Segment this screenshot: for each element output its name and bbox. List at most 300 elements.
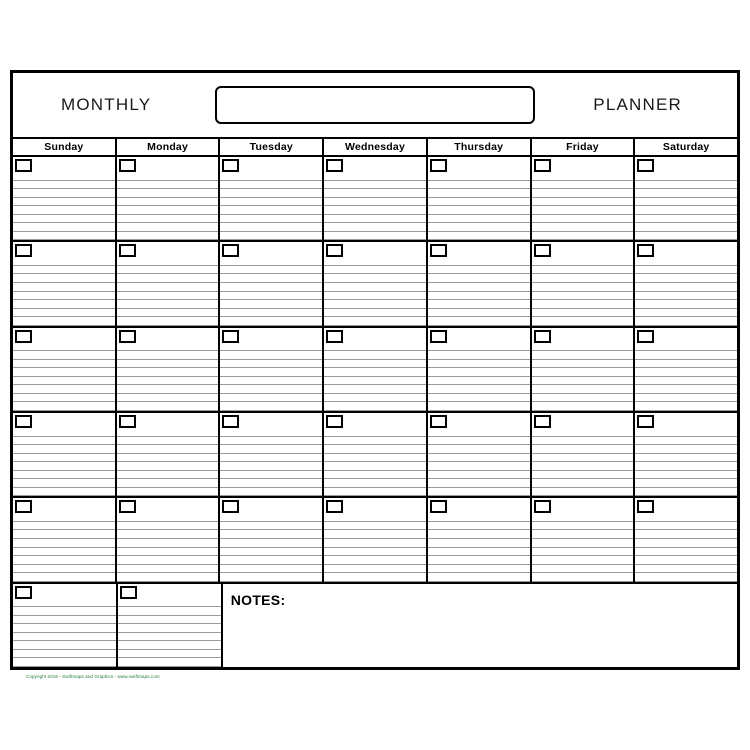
writing-line[interactable] [13, 522, 115, 531]
day-cell-saturday[interactable] [635, 328, 737, 411]
writing-line[interactable] [324, 513, 426, 522]
date-number-box[interactable] [534, 415, 551, 428]
writing-line[interactable] [428, 257, 530, 266]
writing-line[interactable] [117, 437, 219, 446]
writing-line[interactable] [324, 488, 426, 497]
writing-line[interactable] [635, 257, 737, 266]
day-cell-monday[interactable] [117, 413, 221, 496]
writing-line[interactable] [428, 539, 530, 548]
writing-line[interactable] [324, 428, 426, 437]
day-cell-thursday[interactable] [428, 413, 532, 496]
date-number-box[interactable] [119, 330, 136, 343]
day-cell-wednesday[interactable] [324, 157, 428, 240]
writing-line[interactable] [635, 283, 737, 292]
writing-line[interactable] [220, 428, 322, 437]
writing-line[interactable] [428, 300, 530, 309]
writing-line[interactable] [13, 565, 115, 574]
day-cell-saturday[interactable] [635, 498, 737, 581]
writing-line[interactable] [428, 488, 530, 497]
date-number-box[interactable] [15, 500, 32, 513]
writing-line[interactable] [324, 223, 426, 232]
writing-line[interactable] [324, 215, 426, 224]
writing-line[interactable] [13, 437, 115, 446]
writing-line[interactable] [13, 189, 115, 198]
writing-line[interactable] [635, 565, 737, 574]
writing-line[interactable] [428, 385, 530, 394]
writing-line[interactable] [532, 189, 634, 198]
writing-line[interactable] [118, 624, 221, 633]
date-number-box[interactable] [119, 415, 136, 428]
day-cell-friday[interactable] [532, 328, 636, 411]
writing-line[interactable] [532, 351, 634, 360]
writing-line[interactable] [428, 198, 530, 207]
writing-line[interactable] [428, 377, 530, 386]
writing-line[interactable] [117, 360, 219, 369]
writing-line[interactable] [635, 189, 737, 198]
day-cell-sunday[interactable] [13, 328, 117, 411]
writing-line[interactable] [220, 189, 322, 198]
day-cell-friday[interactable] [532, 498, 636, 581]
writing-line[interactable] [324, 522, 426, 531]
writing-line[interactable] [13, 607, 116, 616]
day-cell-tuesday[interactable] [220, 157, 324, 240]
writing-line[interactable] [428, 462, 530, 471]
writing-line[interactable] [324, 377, 426, 386]
writing-line[interactable] [117, 232, 219, 241]
writing-line[interactable] [635, 232, 737, 241]
writing-line[interactable] [220, 479, 322, 488]
writing-line[interactable] [220, 522, 322, 531]
writing-line[interactable] [532, 445, 634, 454]
writing-line[interactable] [532, 488, 634, 497]
writing-line[interactable] [13, 599, 116, 608]
writing-line[interactable] [532, 257, 634, 266]
writing-line[interactable] [324, 565, 426, 574]
writing-line[interactable] [532, 360, 634, 369]
writing-line[interactable] [635, 548, 737, 557]
writing-line[interactable] [13, 377, 115, 386]
writing-line[interactable] [220, 351, 322, 360]
date-number-box[interactable] [326, 244, 343, 257]
writing-line[interactable] [532, 548, 634, 557]
writing-line[interactable] [13, 274, 115, 283]
writing-line[interactable] [635, 556, 737, 565]
day-cell-friday[interactable] [532, 242, 636, 325]
date-number-box[interactable] [15, 330, 32, 343]
writing-line[interactable] [13, 292, 115, 301]
day-cell-sunday[interactable] [13, 242, 117, 325]
writing-line[interactable] [117, 471, 219, 480]
writing-line[interactable] [13, 351, 115, 360]
writing-line[interactable] [532, 462, 634, 471]
day-cell-thursday[interactable] [428, 328, 532, 411]
date-number-box[interactable] [534, 244, 551, 257]
writing-line[interactable] [635, 522, 737, 531]
writing-line[interactable] [532, 266, 634, 275]
writing-line[interactable] [13, 309, 115, 318]
writing-line[interactable] [532, 437, 634, 446]
day-cell-sunday[interactable] [13, 584, 118, 667]
writing-line[interactable] [13, 181, 115, 190]
date-number-box[interactable] [637, 244, 654, 257]
writing-line[interactable] [220, 274, 322, 283]
writing-line[interactable] [635, 368, 737, 377]
date-number-box[interactable] [326, 159, 343, 172]
writing-line[interactable] [635, 513, 737, 522]
writing-line[interactable] [635, 437, 737, 446]
date-number-box[interactable] [534, 159, 551, 172]
writing-line[interactable] [635, 530, 737, 539]
date-number-box[interactable] [119, 159, 136, 172]
writing-line[interactable] [324, 283, 426, 292]
writing-line[interactable] [220, 215, 322, 224]
writing-line[interactable] [13, 462, 115, 471]
writing-line[interactable] [532, 215, 634, 224]
writing-line[interactable] [635, 539, 737, 548]
writing-line[interactable] [532, 309, 634, 318]
date-number-box[interactable] [119, 244, 136, 257]
writing-line[interactable] [428, 274, 530, 283]
writing-line[interactable] [117, 368, 219, 377]
writing-line[interactable] [532, 530, 634, 539]
writing-line[interactable] [324, 385, 426, 394]
writing-line[interactable] [13, 215, 115, 224]
writing-line[interactable] [324, 274, 426, 283]
date-number-box[interactable] [637, 500, 654, 513]
writing-line[interactable] [117, 445, 219, 454]
date-number-box[interactable] [222, 415, 239, 428]
writing-line[interactable] [117, 206, 219, 215]
day-cell-wednesday[interactable] [324, 413, 428, 496]
writing-line[interactable] [428, 565, 530, 574]
writing-line[interactable] [220, 360, 322, 369]
day-cell-wednesday[interactable] [324, 498, 428, 581]
writing-line[interactable] [635, 274, 737, 283]
writing-line[interactable] [532, 513, 634, 522]
writing-line[interactable] [428, 556, 530, 565]
writing-line[interactable] [428, 368, 530, 377]
writing-line[interactable] [13, 573, 115, 582]
writing-line[interactable] [117, 198, 219, 207]
writing-line[interactable] [428, 530, 530, 539]
writing-line[interactable] [428, 189, 530, 198]
writing-line[interactable] [220, 181, 322, 190]
date-number-box[interactable] [222, 330, 239, 343]
writing-line[interactable] [117, 215, 219, 224]
writing-line[interactable] [117, 513, 219, 522]
writing-line[interactable] [324, 257, 426, 266]
writing-line[interactable] [532, 428, 634, 437]
writing-line[interactable] [220, 266, 322, 275]
writing-line[interactable] [13, 658, 116, 667]
writing-line[interactable] [117, 317, 219, 326]
writing-line[interactable] [220, 309, 322, 318]
writing-line[interactable] [635, 266, 737, 275]
writing-line[interactable] [13, 624, 116, 633]
writing-line[interactable] [13, 368, 115, 377]
day-cell-thursday[interactable] [428, 242, 532, 325]
writing-line[interactable] [117, 351, 219, 360]
writing-line[interactable] [117, 454, 219, 463]
writing-line[interactable] [13, 556, 115, 565]
writing-line[interactable] [13, 172, 115, 181]
writing-line[interactable] [220, 257, 322, 266]
writing-line[interactable] [118, 650, 221, 659]
writing-line[interactable] [635, 471, 737, 480]
writing-line[interactable] [13, 471, 115, 480]
writing-line[interactable] [324, 479, 426, 488]
writing-line[interactable] [635, 223, 737, 232]
writing-line[interactable] [324, 292, 426, 301]
date-number-box[interactable] [637, 330, 654, 343]
writing-line[interactable] [428, 573, 530, 582]
writing-line[interactable] [220, 292, 322, 301]
writing-line[interactable] [324, 530, 426, 539]
day-cell-tuesday[interactable] [220, 328, 324, 411]
writing-line[interactable] [635, 181, 737, 190]
writing-line[interactable] [324, 556, 426, 565]
writing-line[interactable] [13, 488, 115, 497]
writing-line[interactable] [220, 454, 322, 463]
writing-line[interactable] [635, 445, 737, 454]
writing-line[interactable] [117, 274, 219, 283]
writing-line[interactable] [324, 437, 426, 446]
writing-line[interactable] [428, 522, 530, 531]
day-cell-monday[interactable] [117, 328, 221, 411]
writing-line[interactable] [532, 198, 634, 207]
writing-line[interactable] [220, 530, 322, 539]
day-cell-wednesday[interactable] [324, 328, 428, 411]
date-number-box[interactable] [430, 159, 447, 172]
writing-line[interactable] [324, 462, 426, 471]
writing-line[interactable] [635, 198, 737, 207]
writing-line[interactable] [635, 215, 737, 224]
writing-line[interactable] [324, 206, 426, 215]
writing-line[interactable] [117, 556, 219, 565]
writing-line[interactable] [635, 292, 737, 301]
writing-line[interactable] [117, 283, 219, 292]
writing-line[interactable] [13, 428, 115, 437]
date-number-box[interactable] [326, 330, 343, 343]
writing-line[interactable] [117, 266, 219, 275]
writing-line[interactable] [118, 633, 221, 642]
writing-line[interactable] [118, 658, 221, 667]
writing-line[interactable] [117, 377, 219, 386]
writing-line[interactable] [635, 479, 737, 488]
writing-line[interactable] [635, 351, 737, 360]
writing-line[interactable] [532, 292, 634, 301]
writing-line[interactable] [117, 565, 219, 574]
writing-line[interactable] [117, 462, 219, 471]
writing-line[interactable] [324, 360, 426, 369]
writing-line[interactable] [117, 394, 219, 403]
day-cell-friday[interactable] [532, 157, 636, 240]
writing-line[interactable] [220, 488, 322, 497]
writing-line[interactable] [428, 513, 530, 522]
writing-line[interactable] [117, 309, 219, 318]
writing-line[interactable] [428, 548, 530, 557]
writing-line[interactable] [13, 223, 115, 232]
day-cell-saturday[interactable] [635, 413, 737, 496]
writing-line[interactable] [428, 479, 530, 488]
day-cell-saturday[interactable] [635, 157, 737, 240]
date-number-box[interactable] [430, 244, 447, 257]
writing-line[interactable] [635, 300, 737, 309]
writing-line[interactable] [324, 343, 426, 352]
writing-line[interactable] [532, 232, 634, 241]
writing-line[interactable] [532, 385, 634, 394]
writing-line[interactable] [13, 385, 115, 394]
writing-line[interactable] [635, 206, 737, 215]
writing-line[interactable] [220, 368, 322, 377]
writing-line[interactable] [118, 599, 221, 608]
writing-line[interactable] [220, 394, 322, 403]
writing-line[interactable] [532, 573, 634, 582]
date-number-box[interactable] [637, 159, 654, 172]
writing-line[interactable] [118, 641, 221, 650]
writing-line[interactable] [324, 454, 426, 463]
date-number-box[interactable] [15, 159, 32, 172]
writing-line[interactable] [324, 232, 426, 241]
writing-line[interactable] [13, 641, 116, 650]
writing-line[interactable] [13, 616, 116, 625]
writing-line[interactable] [428, 181, 530, 190]
writing-line[interactable] [13, 257, 115, 266]
date-number-box[interactable] [15, 415, 32, 428]
writing-line[interactable] [13, 513, 115, 522]
writing-line[interactable] [428, 351, 530, 360]
writing-line[interactable] [220, 471, 322, 480]
writing-line[interactable] [220, 513, 322, 522]
writing-line[interactable] [117, 479, 219, 488]
day-cell-saturday[interactable] [635, 242, 737, 325]
writing-line[interactable] [13, 198, 115, 207]
writing-line[interactable] [324, 351, 426, 360]
writing-line[interactable] [428, 317, 530, 326]
writing-line[interactable] [13, 206, 115, 215]
writing-line[interactable] [324, 539, 426, 548]
day-cell-sunday[interactable] [13, 498, 117, 581]
writing-line[interactable] [220, 402, 322, 411]
writing-line[interactable] [13, 479, 115, 488]
writing-line[interactable] [635, 172, 737, 181]
writing-line[interactable] [532, 394, 634, 403]
writing-line[interactable] [117, 223, 219, 232]
writing-line[interactable] [13, 394, 115, 403]
writing-line[interactable] [117, 530, 219, 539]
date-number-box[interactable] [222, 500, 239, 513]
writing-line[interactable] [428, 223, 530, 232]
writing-line[interactable] [220, 206, 322, 215]
date-number-box[interactable] [430, 500, 447, 513]
writing-line[interactable] [13, 317, 115, 326]
date-number-box[interactable] [120, 586, 137, 599]
writing-line[interactable] [13, 445, 115, 454]
writing-line[interactable] [428, 437, 530, 446]
writing-line[interactable] [324, 471, 426, 480]
writing-line[interactable] [635, 317, 737, 326]
writing-line[interactable] [428, 445, 530, 454]
writing-line[interactable] [324, 317, 426, 326]
writing-line[interactable] [324, 172, 426, 181]
writing-line[interactable] [13, 360, 115, 369]
month-name-field[interactable] [215, 86, 535, 124]
writing-line[interactable] [428, 454, 530, 463]
writing-line[interactable] [13, 539, 115, 548]
writing-line[interactable] [220, 317, 322, 326]
writing-line[interactable] [324, 445, 426, 454]
writing-line[interactable] [635, 454, 737, 463]
writing-line[interactable] [118, 616, 221, 625]
writing-line[interactable] [117, 402, 219, 411]
writing-line[interactable] [13, 633, 116, 642]
writing-line[interactable] [324, 309, 426, 318]
writing-line[interactable] [635, 377, 737, 386]
writing-line[interactable] [324, 394, 426, 403]
writing-line[interactable] [13, 454, 115, 463]
writing-line[interactable] [324, 548, 426, 557]
writing-line[interactable] [220, 385, 322, 394]
writing-line[interactable] [635, 360, 737, 369]
writing-line[interactable] [324, 189, 426, 198]
writing-line[interactable] [532, 377, 634, 386]
writing-line[interactable] [428, 428, 530, 437]
writing-line[interactable] [635, 488, 737, 497]
writing-line[interactable] [13, 530, 115, 539]
notes-area[interactable] [223, 584, 737, 667]
writing-line[interactable] [220, 172, 322, 181]
writing-line[interactable] [117, 292, 219, 301]
day-cell-tuesday[interactable] [220, 242, 324, 325]
writing-line[interactable] [117, 189, 219, 198]
writing-line[interactable] [635, 428, 737, 437]
writing-line[interactable] [428, 172, 530, 181]
writing-line[interactable] [220, 437, 322, 446]
day-cell-friday[interactable] [532, 413, 636, 496]
writing-line[interactable] [532, 274, 634, 283]
writing-line[interactable] [220, 343, 322, 352]
writing-line[interactable] [117, 548, 219, 557]
writing-line[interactable] [428, 206, 530, 215]
writing-line[interactable] [532, 402, 634, 411]
writing-line[interactable] [117, 181, 219, 190]
writing-line[interactable] [117, 573, 219, 582]
date-number-box[interactable] [119, 500, 136, 513]
writing-line[interactable] [324, 368, 426, 377]
writing-line[interactable] [220, 300, 322, 309]
writing-line[interactable] [324, 198, 426, 207]
writing-line[interactable] [428, 471, 530, 480]
writing-line[interactable] [220, 556, 322, 565]
writing-line[interactable] [117, 522, 219, 531]
writing-line[interactable] [13, 343, 115, 352]
writing-line[interactable] [532, 556, 634, 565]
writing-line[interactable] [220, 573, 322, 582]
writing-line[interactable] [117, 539, 219, 548]
date-number-box[interactable] [15, 586, 32, 599]
writing-line[interactable] [13, 232, 115, 241]
day-cell-thursday[interactable] [428, 157, 532, 240]
writing-line[interactable] [220, 445, 322, 454]
day-cell-monday[interactable] [117, 242, 221, 325]
date-number-box[interactable] [15, 244, 32, 257]
writing-line[interactable] [117, 343, 219, 352]
writing-line[interactable] [220, 198, 322, 207]
writing-line[interactable] [532, 454, 634, 463]
day-cell-sunday[interactable] [13, 413, 117, 496]
writing-line[interactable] [118, 607, 221, 616]
date-number-box[interactable] [222, 244, 239, 257]
